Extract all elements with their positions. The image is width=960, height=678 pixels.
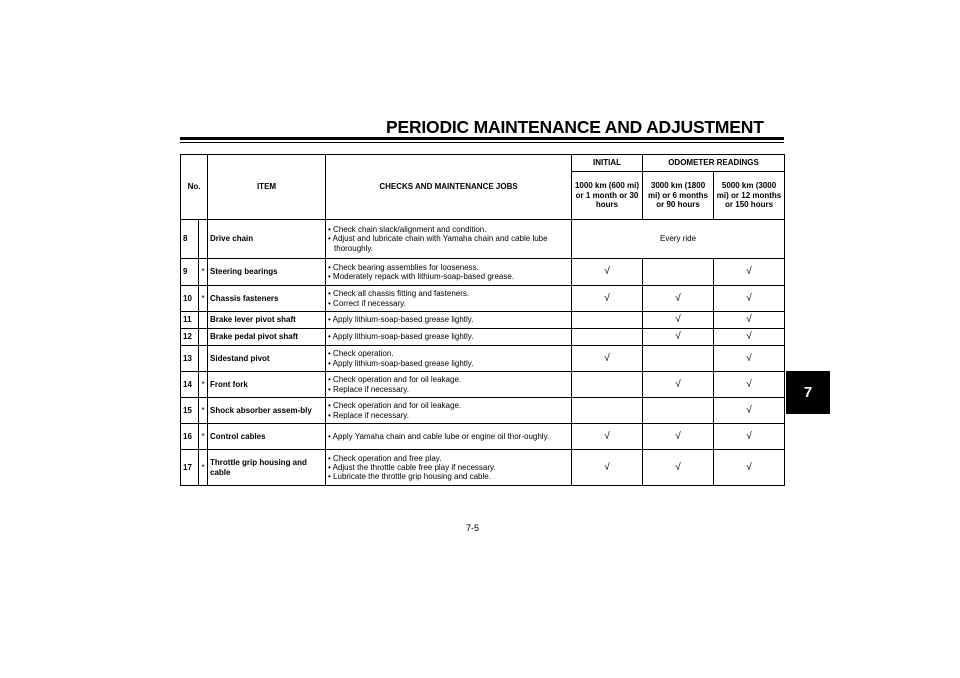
row-number: 16: [181, 424, 199, 450]
job-line: • Check chain slack/alignment and condition.: [328, 225, 487, 235]
job-line: • Check operation.: [328, 349, 394, 359]
empty-cell: [643, 346, 714, 372]
row-jobs: [326, 312, 572, 329]
check-mark: √: [714, 286, 785, 312]
maintenance-table: [180, 154, 785, 486]
row-item: Front fork: [208, 372, 326, 398]
check-mark: √: [643, 312, 714, 329]
check-mark: √: [643, 424, 714, 450]
row-item: Control cables: [208, 424, 326, 450]
row-item: Chassis fasteners: [208, 286, 326, 312]
check-mark: √: [643, 329, 714, 346]
job-line: • Check operation and for oil leakage.: [328, 401, 462, 411]
row-jobs: [326, 286, 572, 312]
job-line: • Moderately repack with lithium-soap-based grease.: [328, 272, 515, 281]
job-line: • Lubricate the throttle grip housing and cable.: [328, 472, 491, 482]
table-row: [181, 372, 785, 398]
row-star: *: [199, 259, 208, 286]
row-number: 11: [181, 312, 199, 329]
check-mark: √: [643, 450, 714, 486]
table-row: [181, 259, 785, 286]
chapter-tab: 7: [786, 371, 830, 414]
job-line: • Correct if necessary.: [328, 298, 406, 308]
check-mark: √: [714, 329, 785, 346]
row-star: *: [199, 398, 208, 424]
row-item: Sidestand pivot: [208, 346, 326, 372]
check-mark: √: [714, 398, 785, 424]
table-row: [181, 312, 785, 329]
row-number: 17: [181, 450, 199, 486]
row-item: Drive chain: [208, 220, 326, 259]
page-number: 7-5: [466, 523, 480, 533]
header-interval-1: 1000 km (600 mi) or 1 month or 30 hours: [572, 172, 643, 220]
job-line: • Replace if necessary.: [328, 410, 409, 420]
row-number: 12: [181, 329, 199, 346]
job-line: • Adjust the throttle cable free play if necessary.: [328, 462, 496, 472]
job-line: • Adjust and lubricate chain with Yamaha chain and cable lube thoroughly.: [328, 234, 548, 253]
job-line: • Apply Yamaha chain and cable lube or engine oil thor-oughly.: [328, 431, 550, 441]
header-item: ITEM: [208, 155, 326, 220]
row-number: 9: [181, 259, 199, 286]
row-star: [199, 220, 208, 259]
title-rule-thick: [180, 137, 784, 140]
row-jobs: [326, 329, 572, 346]
table-row: [181, 450, 785, 486]
check-mark: √: [714, 312, 785, 329]
header-initial: INITIAL: [572, 155, 643, 172]
row-star: *: [199, 372, 208, 398]
row-jobs: [326, 259, 572, 286]
row-star: [199, 346, 208, 372]
check-mark: √: [714, 346, 785, 372]
row-number: 15: [181, 398, 199, 424]
empty-cell: [643, 259, 714, 286]
row-item: Shock absorber assem-bly: [208, 398, 326, 424]
job-line: • Check all chassis fitting and fasteners.: [328, 289, 470, 299]
empty-cell: [643, 398, 714, 424]
check-mark: √: [714, 259, 785, 286]
job-line: • Check operation and free play.: [328, 453, 442, 463]
table-row: [181, 329, 785, 346]
check-mark: √: [643, 286, 714, 312]
header-interval-3: 5000 km (3000 mi) or 12 months or 150 hours: [714, 172, 785, 220]
check-mark: √: [714, 372, 785, 398]
header-no: No.: [181, 155, 208, 220]
row-star: *: [199, 286, 208, 312]
empty-cell: [572, 312, 643, 329]
empty-cell: [572, 398, 643, 424]
check-mark: √: [572, 346, 643, 372]
job-line: • Replace if necessary.: [328, 384, 409, 394]
row-item: Steering bearings: [208, 259, 326, 286]
row-jobs: [326, 424, 572, 450]
row-jobs: [326, 220, 572, 259]
row-star: [199, 329, 208, 346]
row-star: *: [199, 424, 208, 450]
row-star: *: [199, 450, 208, 486]
job-line: • Check operation and for oil leakage.: [328, 375, 462, 385]
row-item: Throttle grip housing and cable: [208, 450, 326, 486]
table-row: [181, 286, 785, 312]
job-line: • Apply lithium-soap-based grease lightly.: [328, 358, 474, 368]
row-number: 8: [181, 220, 199, 259]
title-rule-thin: [180, 142, 784, 143]
check-mark: √: [643, 372, 714, 398]
check-mark: √: [714, 450, 785, 486]
row-jobs: [326, 372, 572, 398]
row-number: 13: [181, 346, 199, 372]
row-item: Brake lever pivot shaft: [208, 312, 326, 329]
job-line: • Check bearing assemblies for looseness.: [328, 262, 479, 272]
row-jobs: [326, 398, 572, 424]
check-mark: √: [572, 424, 643, 450]
every-ride-cell: Every ride: [572, 220, 785, 259]
table-row: [181, 220, 785, 259]
job-line: • Apply lithium-soap-based grease lightly.: [328, 332, 474, 342]
row-item: Brake pedal pivot shaft: [208, 329, 326, 346]
row-number: 10: [181, 286, 199, 312]
check-mark: √: [572, 286, 643, 312]
row-jobs: [326, 450, 572, 486]
check-mark: √: [572, 259, 643, 286]
empty-cell: [572, 372, 643, 398]
table-row: [181, 424, 785, 450]
check-mark: √: [714, 424, 785, 450]
job-line: • Apply lithium-soap-based grease lightly.: [328, 315, 474, 325]
header-odometer: ODOMETER READINGS: [643, 155, 785, 172]
empty-cell: [572, 329, 643, 346]
header-jobs: CHECKS AND MAINTENANCE JOBS: [326, 155, 572, 220]
table-row: [181, 398, 785, 424]
row-star: [199, 312, 208, 329]
page-title: PERIODIC MAINTENANCE AND ADJUSTMENT: [386, 117, 764, 137]
check-mark: √: [572, 450, 643, 486]
header-interval-2: 3000 km (1800 mi) or 6 months or 90 hours: [643, 172, 714, 220]
row-number: 14: [181, 372, 199, 398]
table-row: [181, 346, 785, 372]
row-jobs: [326, 346, 572, 372]
